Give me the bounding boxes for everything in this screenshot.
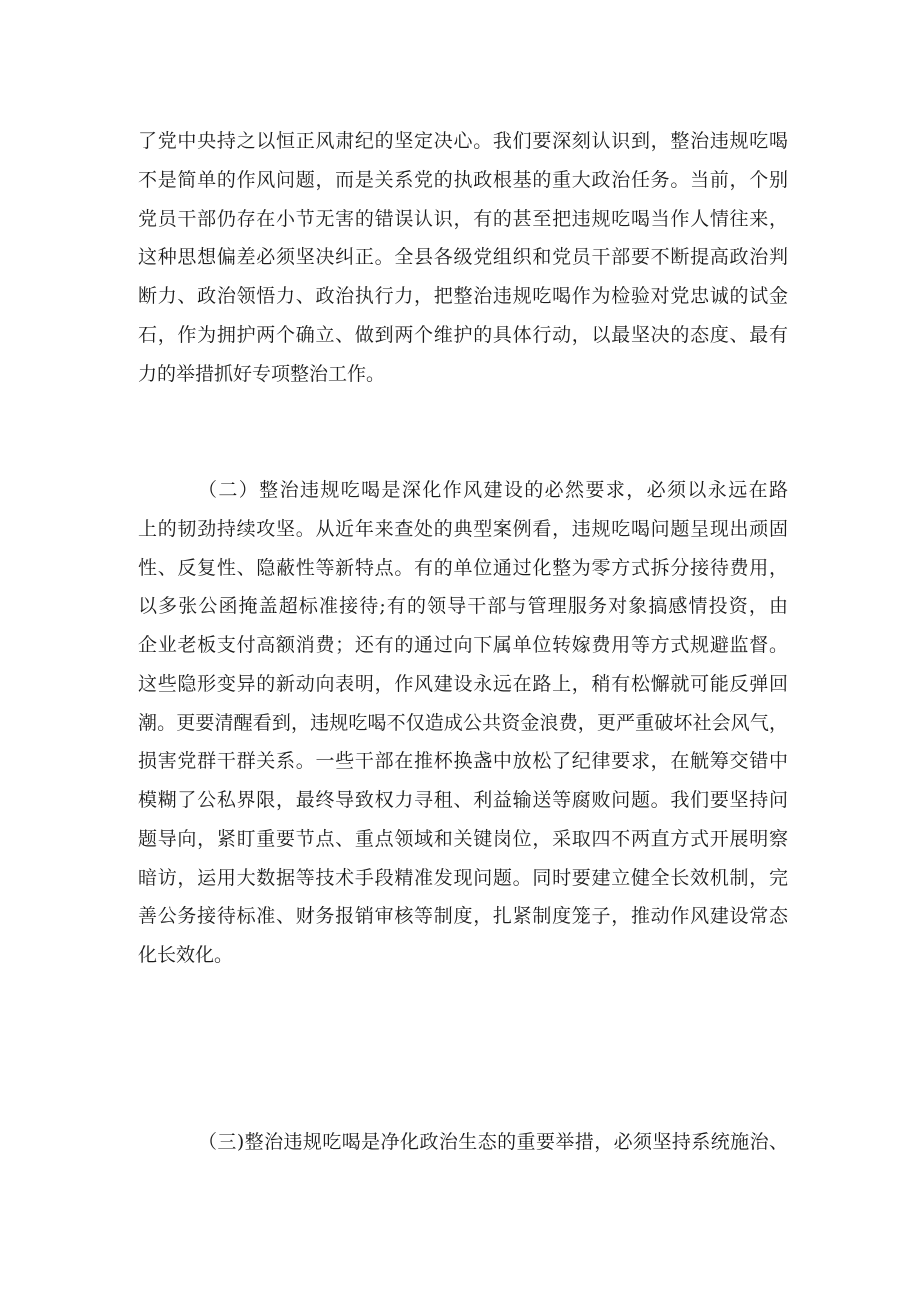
text-line: 模糊了公私界限，最终导致权力寻租、利益输送等腐败问题。我们要坚持问 bbox=[138, 789, 788, 811]
text-line: （二）整治违规吃喝是深化作风建设的必然要求，必须以永远在路 bbox=[198, 479, 788, 501]
text-line: 这些隐形变异的新动向表明，作风建设永远在路上，稍有松懈就可能反弹回 bbox=[138, 672, 788, 695]
paragraph-2 bbox=[138, 471, 788, 975]
text-line: 上的韧劲持续攻坚。从近年来查处的典型案例看，违规吃喝问题呈现出顽固 bbox=[138, 517, 788, 540]
text-line: 了党中央持之以恒正风肃纪的坚定决心。我们要深刻认识到，整治违规吃喝 bbox=[138, 130, 788, 152]
paragraph-1 bbox=[138, 122, 788, 393]
text-line: 化长效化。 bbox=[138, 944, 234, 966]
text-line: 力的举措抓好专项整治工作。 bbox=[138, 362, 386, 385]
text-line: 性、反复性、隐蔽性等新特点。有的单位通过化整为零方式拆分接待费用， bbox=[138, 556, 788, 579]
text-line: 石，作为拥护两个确立、做到两个维护的具体行动，以最坚决的态度、最有 bbox=[138, 323, 788, 346]
text-line: 暗访，运用大数据等技术手段精准发现问题。同时要建立健全长效机制，完 bbox=[138, 866, 788, 889]
paragraph-3 bbox=[138, 1123, 788, 1162]
text-line: 题导向，紧盯重要节点、重点领域和关键岗位，采取四不两直方式开展明察 bbox=[138, 827, 788, 850]
text-line: 党员干部仍存在小节无害的错误认识，有的甚至把违规吃喝当作人情往来， bbox=[138, 207, 788, 230]
text-line: 以多张公函掩盖超标准接待;有的领导干部与管理服务对象搞感情投资，由 bbox=[138, 595, 788, 618]
text-line: （三)整治违规吃喝是净化政治生态的重要举措，必须坚持系统施治、 bbox=[198, 1131, 788, 1153]
text-line: 企业老板支付高额消费；还有的通过向下属单位转嫁费用等方式规避监督。 bbox=[138, 634, 788, 656]
text-line: 潮。更要清醒看到，违规吃喝不仅造成公共资金浪费，更严重破坏社会风气， bbox=[138, 711, 788, 734]
text-line: 损害党群干群关系。一些干部在推杯换盏中放松了纪律要求，在觥筹交错中 bbox=[138, 750, 788, 773]
text-line: 不是简单的作风问题，而是关系党的执政根基的重大政治任务。当前，个别 bbox=[138, 168, 788, 191]
text-line: 这种思想偏差必须坚决纠正。全县各级党组织和党员干部要不断提高政治判 bbox=[138, 246, 788, 269]
text-line: 善公务接待标准、财务报销审核等制度，扎紧制度笼子，推动作风建设常态 bbox=[138, 905, 788, 928]
text-line: 断力、政治领悟力、政治执行力，把整治违规吃喝作为检验对党忠诚的试金 bbox=[138, 285, 788, 307]
